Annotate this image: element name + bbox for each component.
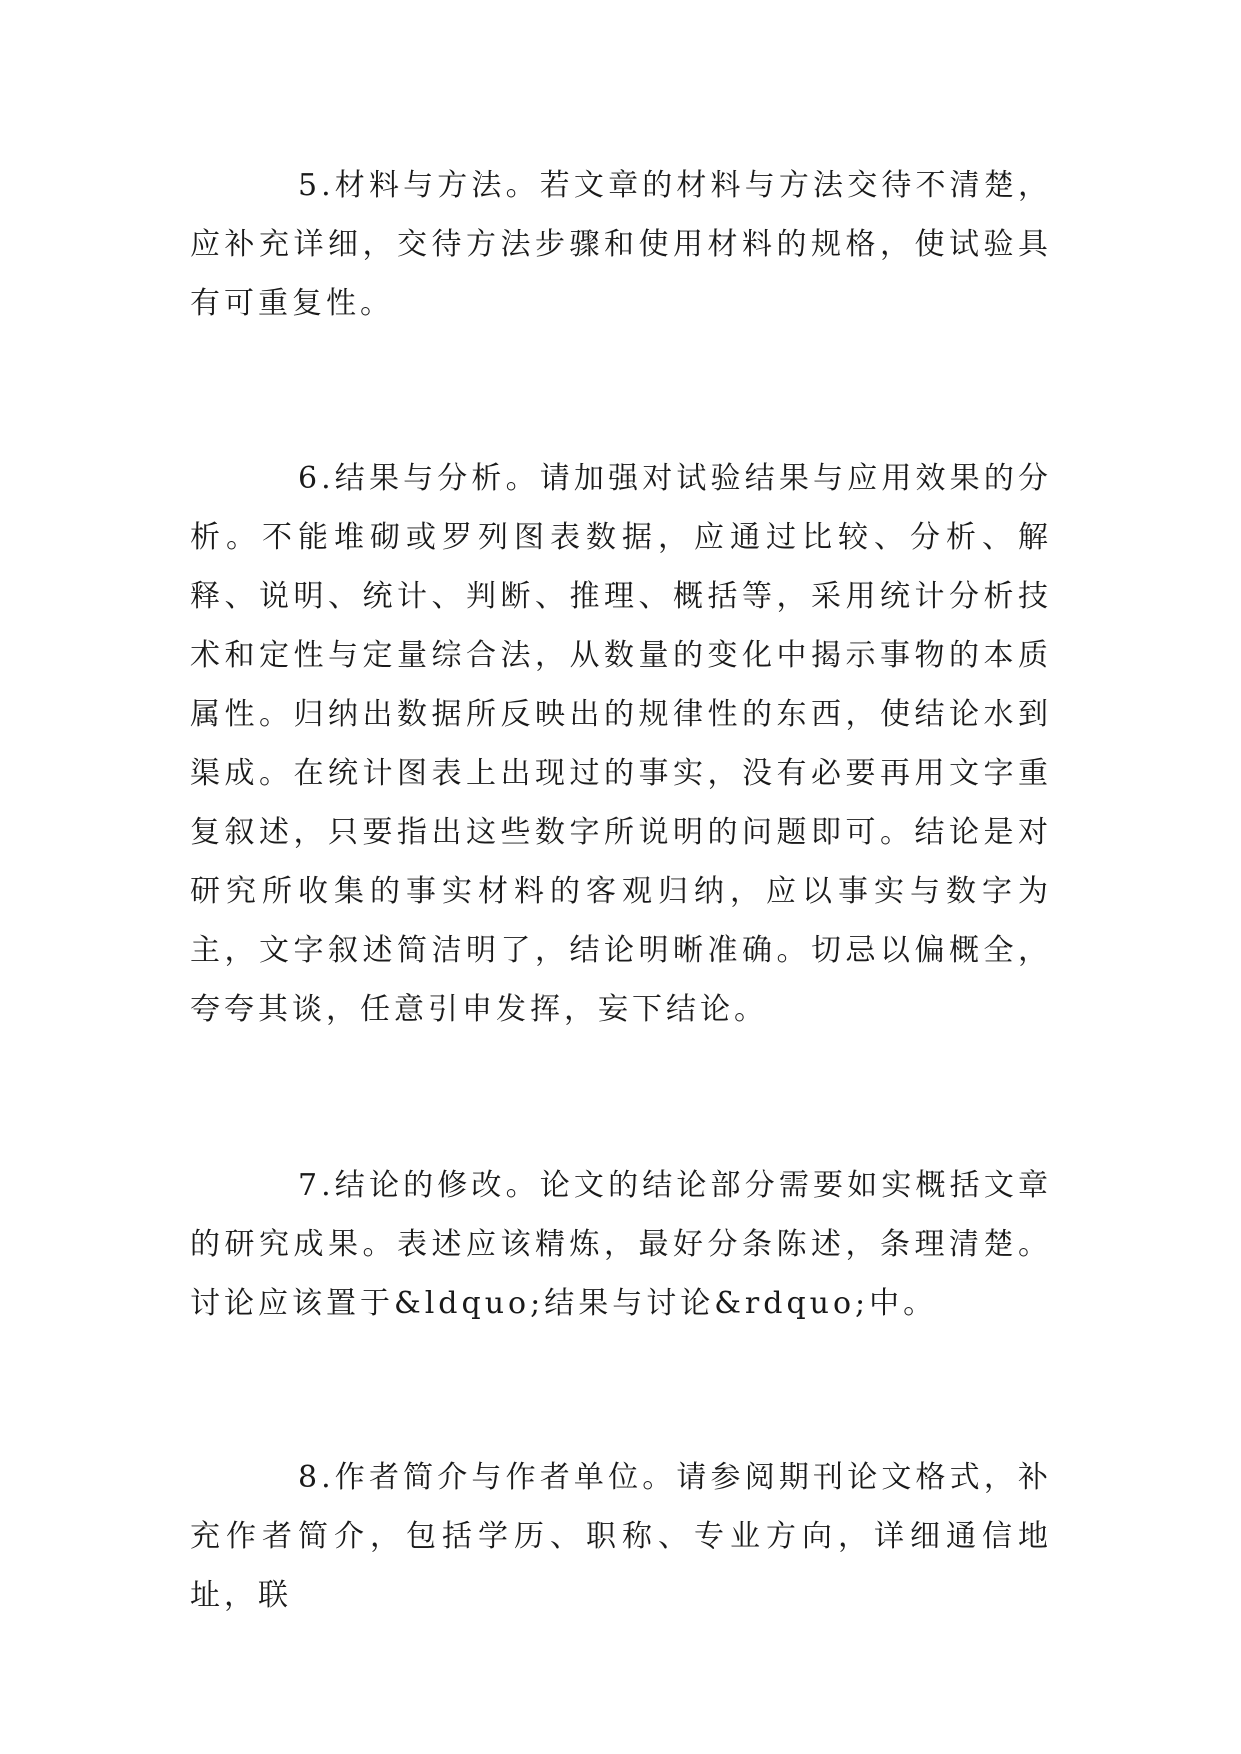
paragraph-results-analysis: 6.结果与分析。请加强对试验结果与应用效果的分析。不能堆砌或罗列图表数据，应通过比较、分析、解释、说明、统计、判断、推理、概括等，采用统计分析技术和定性与定量综合法，从数量的变化中揭示事物的本质属性。归纳出数据所反映出的规律性的东西，使结论水到渠成。在统计图表上出现过的事实，没有必要再用文字重复叙述，只要指出这些数字所说明的问题即可。结论是对研究所收集的事实材料的客观归纳，应以事实与数字为主，文字叙述简洁明了，结论明晰准确。切忌以偏概全，夸夸其谈，任意引申发挥，妄下结论。 (190, 461, 1052, 1027)
paragraph-conclusion-revision: 7.结论的修改。论文的结论部分需要如实概括文章的研究成果。表述应该精炼，最好分条陈述，条理清楚。讨论应该置于&ldquo;结果与讨论&rdquo;中。 (190, 1168, 1052, 1321)
paragraph-materials-methods: 5.材料与方法。若文章的材料与方法交待不清楚，应补充详细，交待方法步骤和使用材料的规格，使试验具有可重复性。 (190, 168, 1052, 321)
paragraph-author-profile: 8.作者简介与作者单位。请参阅期刊论文格式，补充作者简介，包括学历、职称、专业方向，详细通信地址，联 (190, 1460, 1052, 1613)
